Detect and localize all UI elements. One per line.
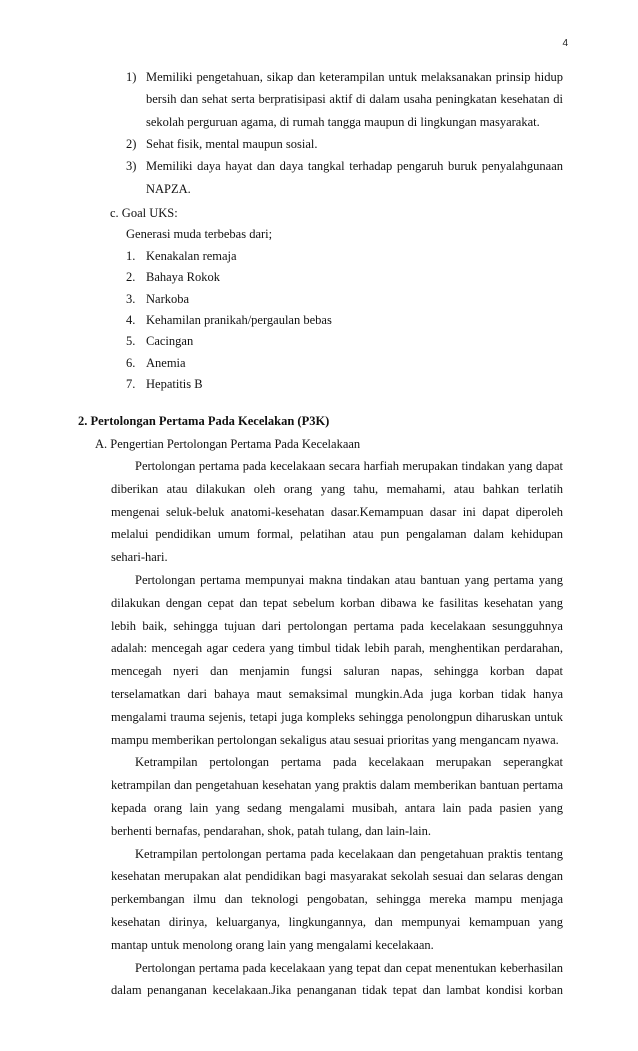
list-number: 1) <box>126 70 137 84</box>
section-heading: 2. Pertolongan Pertama Pada Kecelakan (P3K) <box>78 414 330 428</box>
paragraph-line: Pertolongan pertama mempunyai makna tindakan atau bantuan yang pertama yang <box>135 573 563 587</box>
paragraph-line: melalui pendidikan umum formal, pelatihan atau pun pengalaman dalam kehidupan <box>111 527 563 542</box>
goal-item: Cacingan <box>146 334 194 349</box>
paragraph-line: berhenti bernafas, pendarahan, shok, patah tulang, dan lain-lain. <box>111 823 432 838</box>
goal-item-number: 4. <box>126 313 136 327</box>
goal-item-number: 2. <box>126 270 136 285</box>
list-item-text: bersih dan sehat serta berpratisipasi aktif di dalam usaha peningkatan kesehatan di <box>146 92 563 107</box>
goal-item-number: 7. <box>126 377 136 392</box>
goal-item-number: 5. <box>126 334 136 349</box>
goal-item: Narkoba <box>146 291 190 306</box>
goal-item-number: 1. <box>126 248 136 263</box>
paragraph-line: perkembangan ilmu dan teknologi pengobatan, sehingga mereka mampu menjaga <box>111 892 563 907</box>
paragraph-line: mengalami trauma sejenis, tetapi juga kompleks sehingga penolongpun diharuskan untuk <box>111 709 563 724</box>
paragraph-line: kesehatan merupakan alat pendidikan bagi masyarakat sekolah sesuai dan selaras dengan <box>111 869 563 884</box>
list-item-text: Memiliki daya hayat dan daya tangkal terhadap pengaruh buruk penyalahgunaan <box>146 159 563 174</box>
paragraph-line: adalah: mencegah agar cedera yang timbul tidak lebih parah, menghentikan perdarahan, <box>111 641 563 656</box>
paragraph-line: lebih baik, sehingga tujuan dari pertolongan pertama pada kecelakaan sesungguhnya <box>111 618 563 633</box>
list-item-text: Sehat fisik, mental maupun sosial. <box>146 136 318 151</box>
paragraph-line: terselamatkan dari bahaya maut semaksimal mungkin.Ada juga korban tidak hanya <box>111 687 563 701</box>
paragraph-line: mampu memberikan pertolongan sekaligus atau sesuai prioritas yang mengancam nyawa. <box>111 732 559 747</box>
paragraph-line: mantap untuk menolong orang lain yang mengalami kecelakaan. <box>111 937 434 952</box>
paragraph-line: ketrampilan dan pengetahuan kesehatan yang praktis dalam memberikan bantuan pertama <box>111 778 563 793</box>
paragraph-line: Pertolongan pertama pada kecelakaan secara harfiah merupakan tindakan yang dapat <box>135 459 563 473</box>
paragraph-line: mengenai seluk-beluk anatomi-kesehatan dasar.Kemampuan dasar ini dapat diperoleh <box>111 504 563 519</box>
paragraph-line: dilakukan dengan cepat dan tepat sebelum korban dibawa ke fasilitas kesehatan yang <box>111 595 563 610</box>
list-item-text: NAPZA. <box>146 181 191 196</box>
paragraph-line: Pertolongan pertama pada kecelakaan yang tepat dan cepat menentukan keberhasilan <box>135 960 563 975</box>
list-number: 2) <box>126 136 137 151</box>
goal-item: Kenakalan remaja <box>146 248 237 263</box>
goal-heading: c. Goal UKS: <box>110 206 178 220</box>
paragraph-line: Ketrampilan pertolongan pertama pada kecelakaan merupakan seperangkat <box>135 755 563 770</box>
list-number: 3) <box>126 159 137 174</box>
goal-item: Anemia <box>146 355 186 370</box>
page-number: 4 <box>562 38 568 49</box>
goal-item: Bahaya Rokok <box>146 270 220 285</box>
goal-item-number: 6. <box>126 355 136 370</box>
list-item-text: Memiliki pengetahuan, sikap dan keterampilan untuk melaksanakan prinsip hidup <box>146 70 563 84</box>
goal-item-number: 3. <box>126 291 136 306</box>
goal-intro: Generasi muda terbebas dari; <box>126 227 273 242</box>
sub-heading: A. Pengertian Pertolongan Pertama Pada Kecelakaan <box>95 437 361 451</box>
paragraph-line: mencegah nyeri dan menjamin fungsi saluran napas, sehingga korban dapat <box>111 664 563 679</box>
paragraph-line: kesehatan dirinya, keluarganya, lingkungannya, dan mempunyai kemampuan yang <box>111 915 563 929</box>
paragraph-line: sehari-hari. <box>111 550 168 565</box>
paragraph-line: dalam penanganan kecelakaan.Jika penanganan tidak tepat dan lambat kondisi korban <box>111 983 563 998</box>
goal-item: Hepatitis B <box>146 377 203 392</box>
paragraph-line: diberikan atau dilakukan oleh orang yang tahu, memahami, atau bahkan terlatih <box>111 481 563 496</box>
paragraph-line: Ketrampilan pertolongan pertama pada kecelakaan dan pengetahuan praktis tentang <box>135 846 563 861</box>
goal-item: Kehamilan pranikah/pergaulan bebas <box>146 313 332 327</box>
list-item-text: sekolah perguruan agama, di rumah tangga maupun di lingkungan masyarakat. <box>146 114 540 129</box>
paragraph-line: kepada orang lain yang sedang mengalami musibah, antara lain pada pasien yang <box>111 801 563 815</box>
